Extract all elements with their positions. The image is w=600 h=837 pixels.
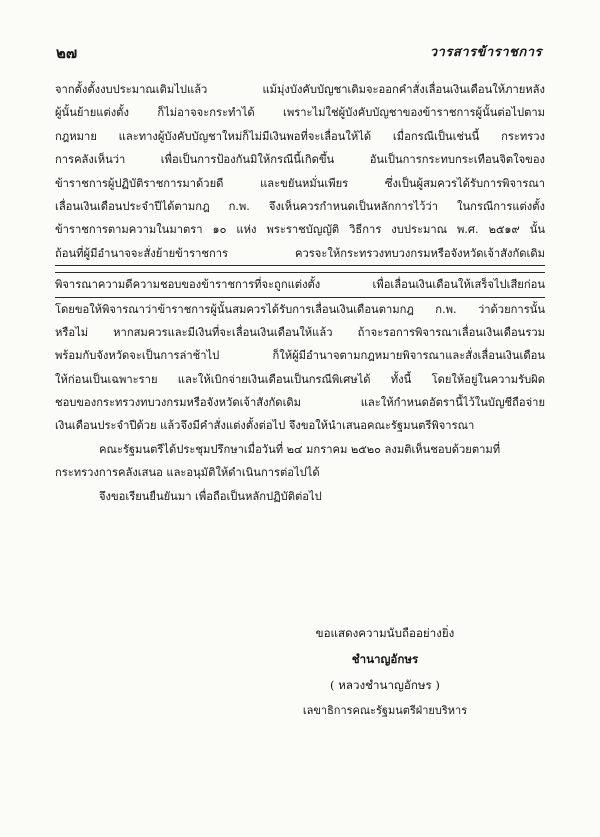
- body-line: การคลังเห็นว่า เพื่อเป็นการป้องกันมิให้กรณีนี้เกิดขึ้น อันเป็นการกระทบกระเทือนจิตใจของ: [55, 153, 545, 167]
- signature: ชำนาญอักษร: [351, 652, 419, 666]
- page-number: ๒๗: [56, 44, 78, 62]
- body-line: จึงขอเรียนยืนยันมา เพื่อถือเป็นหลักปฏิบัติต่อไป: [99, 489, 322, 503]
- body-line: หรือไม่ หากสมควรและมีเงินที่จะเลื่อนเงินเดือนให้แล้ว ถ้าจะรอการพิจารณาเลื่อนเงินเดือนรวม: [55, 325, 545, 339]
- body-line: ชอบของกระทรวงทบวงกรมหรือจังหวัดเจ้าสังกัดเดิม และให้กำหนดอัตรานี้ไว้ในบัญชีถือจ่าย: [55, 396, 545, 410]
- printed-name: ( หลวงชำนาญอักษร ): [330, 678, 440, 692]
- section-divider: [55, 266, 545, 273]
- signatory-title: เลขาธิการคณะรัฐมนตรีฝ่ายบริหาร: [302, 704, 468, 717]
- body-line: โดยขอให้พิจารณาว่าข้าราชการผู้นั้นสมควรได้รับการเลื่อนเงินเดือนตามกฎ ก.พ. ว่าด้วยการนั้น: [55, 302, 545, 316]
- body-line: ให้ก่อนเป็นเฉพาะราย และให้เบิกจ่ายเงินเดือนเป็นกรณีพิเศษได้ ทั้งนี้ โดยให้อยู่ในความรับผิด: [55, 372, 545, 386]
- body-line: จากตั้งตั้งงบประมาณเดิมไปแล้ว แม้มุ่งบังคับบัญชาเดิมจะออกคำสั่งเลื่อนเงินเดือนให้ภายหลัง: [55, 83, 545, 96]
- letter-body: [55, 78, 545, 508]
- running-head: วารสารข้าราชการ: [429, 45, 542, 60]
- body-line: ข้าราชการตามความในมาตรา ๑๐ แห่ง พระราชบัญญัติ วิธีการ งบประมาณ พ.ศ. ๒๕๑๙ นั้น: [55, 223, 545, 237]
- body-line: เงินเดือนประจำปีด้วย แล้วจึงมีคำสั่งแต่งตั้งต่อไป จึงขอให้นำเสนอคณะรัฐมนตรีพิจารณา: [55, 419, 475, 433]
- body-line: พร้อมกับจังหวัดจะเป็นการล่าช้าไป ก็ให้ผู้มีอำนาจตามกฎหมายพิจารณาและสั่งเลื่อนเงินเดือน: [55, 349, 545, 363]
- body-line: กฎหมาย และทางผู้บังคับบัญชาใหม่ก็ไม่มีเงินพอที่จะเลื่อนให้ได้ เมื่อกรณีเป็นเช่นนี้ กระทรวง: [55, 129, 545, 143]
- closing-salutation: ขอแสดงความนับถืออย่างยิ่ง: [315, 626, 455, 640]
- signature-block: [260, 620, 510, 724]
- body-line: ถ้อนที่ผู้มีอำนาจจะสั่งย้ายข้าราชการ ควรจะให้กระทรวงทบวงกรมหรือจังหวัดเจ้าสังกัดเดิม: [55, 242, 545, 266]
- body-line: พิจารณาความดีความชอบของข้าราชการที่จะถูกแต่งตั้ง เพื่อเลื่อนเงินเดือนให้เสร็จไปเสียก่อน: [55, 273, 545, 297]
- body-line: ข้าราชการผู้ปฏิบัติราชการมาด้วยดี และขยันหมั่นเพียร ซึ่งเป็นผู้สมควรได้รับการพิจารณา: [55, 176, 545, 190]
- body-line: เลื่อนเงินเดือนประจำปีได้ตามกฎ ก.พ. จึงเห็นควรกำหนดเป็นหลักการไว้ว่า ในกรณีการแต่งตั้ง: [55, 199, 545, 213]
- body-line: กระทรวงการคลังเสนอ และอนุมัติให้ดำเนินการต่อไปได้: [55, 466, 320, 480]
- body-line: คณะรัฐมนตรีได้ประชุมปรึกษาเมื่อวันที่ ๒๔ มกราคม ๒๕๒๐ ลงมติเห็นชอบด้วยตามที่: [99, 442, 501, 456]
- body-line: ผู้นั้นย้ายแต่งตั้ง ก็ไม่อาจจะกระทำได้ เพราะไม่ใช่ผู้บังคับบัญชาของข้าราชการผู้นั้นต่อไปตาม: [55, 106, 545, 120]
